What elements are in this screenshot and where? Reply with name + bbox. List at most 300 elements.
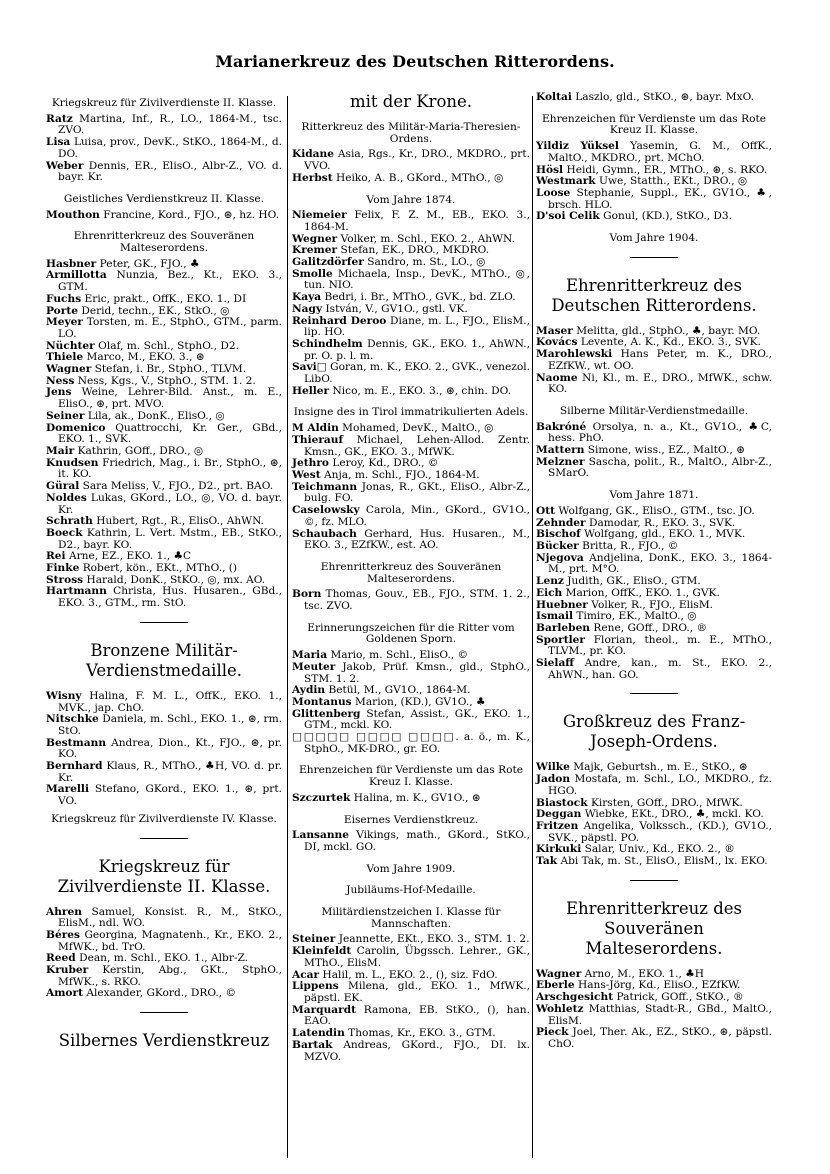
entry-name: Kremer bbox=[292, 244, 338, 257]
subsection-heading: Ehrenzeichen für Verdienste um das Rote Kreuz I. Klasse. bbox=[299, 764, 523, 789]
register-entry bbox=[46, 907, 282, 930]
entry-details: Luisa, prov., DevK., StKO., 1864-M., d. DO. bbox=[58, 136, 282, 160]
entry-details: Hans-Jörg, Kd., ElisO., EZfKW. bbox=[577, 979, 741, 992]
register-entry bbox=[292, 435, 530, 458]
subsection-heading: Erinnerungszeichen für die Ritter vom Goldenen Sporn. bbox=[307, 621, 515, 646]
entry-details: Hubert, Rgt., R., ElisO., AhWN. bbox=[96, 515, 265, 528]
entry-details: Halina, m. K., GV1O., ⊛ bbox=[353, 791, 481, 804]
entry-details: Marion, (KD.), GV1O., ♣ bbox=[355, 695, 486, 708]
subsection-heading: Eisernes Verdienstkreuz. bbox=[343, 813, 479, 826]
register-entry bbox=[46, 161, 282, 184]
entry-name: Kirkuki bbox=[536, 843, 582, 856]
entry-details: Wiebke, EKt., DRO., ♣, mckl. KO. bbox=[584, 808, 764, 821]
entry-name: Naome bbox=[536, 371, 578, 384]
entry-name: Tak bbox=[536, 855, 558, 868]
entry-details: Michael, Lehen-Allod. Zentr. Kmsn., GK., EKO. 3., MfWK. bbox=[304, 433, 530, 458]
register-entry bbox=[536, 553, 772, 576]
entry-name: □□□□□ □□□□ □□□□. bbox=[292, 731, 459, 744]
entry-details: Simone, wiss., EZ., MaltO., ⊛ bbox=[587, 444, 745, 457]
entry-name: Melzner bbox=[536, 455, 585, 468]
entry-name: Maria bbox=[292, 649, 328, 662]
entry-details: Carola, Min., GKord., GV1O., ©, fz. MLO. bbox=[304, 504, 530, 528]
subsection-heading: Silberne Militär-Verdienstmedaille. bbox=[559, 404, 749, 417]
entry-details: Daniela, m. Schl., EKO. 1., ⊛, rm. StO. bbox=[58, 713, 282, 737]
entry-details: Wolfgang, gld., EKO. 1., MVK. bbox=[584, 528, 746, 541]
entry-name: Kidane bbox=[292, 148, 334, 161]
entry-name: Pieck bbox=[536, 1026, 569, 1039]
entry-name: Porte bbox=[46, 304, 78, 317]
entry-details: Quattrocchi, Kr. Ger., GBd., EKO. 1., SVK. bbox=[58, 421, 283, 446]
register-entry bbox=[46, 965, 282, 988]
entry-details: Judith, GK., ElisO., GTM. bbox=[567, 575, 701, 588]
entry-details: Dean, m. Schl., EKO. 1., Albr-Z. bbox=[79, 952, 249, 965]
entry-details: Orsolya, n. a., Kt., GV1O., ♣C, hess. PhO. bbox=[548, 420, 772, 445]
register-entry bbox=[292, 662, 530, 685]
entry-details: Heidi, Gymn., ER., MThO., ⊛, s. RKO. bbox=[566, 163, 768, 176]
entry-name: Ahren bbox=[46, 905, 82, 918]
entry-details: Marion, OffK., EKO. 1., GVK. bbox=[565, 586, 720, 599]
entry-details: Yasemin, G. M., OffK., MaltO., MKDRO., prt. MChO. bbox=[548, 140, 772, 164]
entry-details: Milena, gld., EKO. 1., MfWK., päpstl. EK. bbox=[304, 980, 530, 1004]
subsection-heading: Militärdienstzeichen I. Klasse für Mannschaften. bbox=[321, 906, 501, 930]
entry-name: Noldes bbox=[46, 491, 87, 504]
entry-details: Jonas, R., GKt., ElisO., Albr-Z., bulg. FO. bbox=[304, 480, 530, 505]
entry-details: Nico, m. E., EKO. 3., ⊛, chin. DO. bbox=[332, 384, 512, 397]
register-entry bbox=[292, 316, 530, 339]
register-entry bbox=[536, 92, 772, 104]
entry-name: Wagner bbox=[536, 967, 582, 980]
entry-name: Szczurtek bbox=[292, 791, 351, 804]
entry-details: Jakob, Prüf. Kmsn., gld., StphO., STM. 1. 2. bbox=[304, 660, 530, 685]
entry-details: Michaela, Insp., DevK., MThO., ◎, tun. NIO. bbox=[304, 267, 531, 292]
entry-name: Maser bbox=[536, 324, 573, 337]
entry-details: Asia, Rgs., Kr., DRO., MKDRO., prt. VVO. bbox=[304, 148, 531, 173]
register-entry bbox=[292, 173, 530, 185]
entry-name: Seiner bbox=[46, 409, 85, 422]
entry-details: Francine, Kord., FJO., ⊛, hz. HO. bbox=[103, 208, 280, 221]
entry-details: Laszlo, gld., StKO., ⊛, bayr. MxO. bbox=[575, 91, 755, 103]
entry-details: Melitta, gld., StphO., ♣, bayr. MO. bbox=[576, 324, 761, 337]
register-entry bbox=[46, 387, 282, 410]
register-entry bbox=[536, 457, 772, 480]
entry-name: Westmark bbox=[536, 175, 596, 188]
register-entry bbox=[292, 793, 530, 805]
register-entry bbox=[536, 188, 772, 211]
entry-details: Gerhard, Hus. Husaren., M., EKO. 3., EZfKW., est. AO. bbox=[304, 527, 531, 552]
entry-details: Mostafa, m. Schl., LO., MKDRO., fz. HGO. bbox=[548, 773, 772, 797]
register-entry bbox=[292, 732, 530, 755]
entry-name: M Aldin bbox=[292, 422, 339, 435]
entry-details: Andreas, GKord., FJO., DI. lx. MZVO. bbox=[304, 1038, 530, 1063]
entry-name: Eberle bbox=[536, 979, 575, 992]
entry-details: Andjelina, DonK., EKO. 3., 1864-M., prt. M°O. bbox=[548, 551, 772, 576]
entry-details: Lila, ak., DonK., ElisO., ◎ bbox=[87, 409, 225, 422]
entry-details: Dennis, ER., ElisO., Albr-Z., VO. d. bayr. Kr. bbox=[58, 159, 282, 184]
entry-name: Sielaff bbox=[536, 657, 574, 670]
entry-name: Ott bbox=[536, 504, 556, 517]
entry-details: Diane, m. L., FJO., ElisM., lip. HO. bbox=[304, 314, 531, 339]
entry-details: István, V., GV1O., gstl. VK. bbox=[325, 302, 468, 315]
entry-details: Hans Peter, m. K., DRO., EZfKW., wt. OO. bbox=[548, 348, 772, 372]
entry-details: Matthias, Stadt-R., GBd., MaltO., ElisM. bbox=[548, 1002, 772, 1027]
entry-details: Stefano, GKord., EKO. 1., ⊛, prt. VO. bbox=[58, 783, 282, 808]
entry-details: Arne, EZ., EKO. 1., ♣C bbox=[68, 550, 192, 563]
entry-details: Uwe, Statth., EKt., DRO., ◎ bbox=[599, 175, 748, 188]
entry-details: Betül, M., GV1O., 1864-M. bbox=[328, 684, 471, 697]
entry-details: Arno, M., EKO. 1., ♣H bbox=[584, 967, 704, 980]
entry-name: Lippens bbox=[292, 980, 339, 993]
column-divider bbox=[532, 96, 533, 1158]
entry-name: Schaubach bbox=[292, 527, 357, 540]
section-separator bbox=[140, 622, 188, 623]
subsection-heading: Ehrenritterkreuz des Souveränen Malteserordens. bbox=[73, 230, 255, 255]
entry-details: Marco, M., EKO. 3., ⊛ bbox=[86, 351, 205, 364]
section-separator bbox=[140, 838, 188, 839]
entry-name: Hösl bbox=[536, 163, 564, 176]
entry-details: Damodar, R., EKO. 3., SVK. bbox=[588, 516, 736, 529]
entry-details: Ness, Kgs., V., StphO., STM. 1. 2. bbox=[77, 374, 256, 387]
subsection-heading: Ritterkreuz des Militär-Maria-Theresien-Ordens. bbox=[301, 121, 521, 145]
entry-name: Reinhard Deroo bbox=[292, 314, 387, 327]
entry-name: Boeck bbox=[46, 526, 83, 539]
entry-name: Wagner bbox=[46, 363, 92, 376]
register-entry bbox=[292, 210, 530, 233]
register-entry bbox=[536, 422, 772, 445]
subsection-heading: Kriegskreuz für Zivilverdienste IV. Klasse. bbox=[51, 812, 277, 825]
register-entry bbox=[46, 761, 282, 784]
register-entry bbox=[536, 774, 772, 797]
register-entry bbox=[46, 210, 282, 222]
subsection-heading: Vom Jahre 1909. bbox=[366, 862, 456, 875]
entry-details: Carolin, Übgssch. Lehrer., GK., MThO., ElisM. bbox=[304, 945, 530, 969]
entry-details: Stephanie, Suppl., EK., GV1O., ♣, brsch. HLO. bbox=[548, 186, 773, 211]
entry-details: Kathrin, L. Vert. Mstm., EB., StKO., D2., bayr. KO. bbox=[58, 526, 282, 551]
entry-details: Bedri, i. Br., MThO., GVK., bd. ZLO. bbox=[324, 291, 516, 304]
entry-details: Volker, m. Schl., EKO. 2., AhWN. bbox=[340, 232, 515, 245]
section-title: Silbernes Verdienstkreuz bbox=[58, 1031, 270, 1051]
entry-name: Wilke bbox=[536, 761, 570, 774]
entry-name: Domenico bbox=[46, 421, 106, 434]
entry-name: Fuchs bbox=[46, 292, 82, 305]
entry-name: Jens bbox=[46, 386, 72, 399]
entry-name: Nüchter bbox=[46, 339, 95, 352]
entry-name: Armillotta bbox=[46, 269, 107, 282]
subsection-heading: Vom Jahre 1874. bbox=[366, 193, 456, 206]
register-entry bbox=[292, 482, 530, 505]
register-entry bbox=[292, 830, 530, 853]
register-entry bbox=[46, 458, 282, 481]
entry-details: Leroy, Kd., DRO., © bbox=[332, 457, 439, 470]
entry-details: Heiko, A. B., GKord., MThO., ◎ bbox=[335, 171, 504, 184]
register-entry bbox=[536, 856, 772, 868]
entry-details: Ni, Kl., m. E., DRO., MfWK., schw. KO. bbox=[548, 371, 773, 396]
register-entry bbox=[46, 988, 282, 1000]
entry-details: Sascha, polit., R., MaltO., Albr-Z., SMarO. bbox=[548, 455, 772, 480]
entry-details: Thomas, Kr., EKO. 3., GTM. bbox=[348, 1027, 496, 1040]
entry-name: Niemeier bbox=[292, 209, 347, 222]
entry-name: Galitzdörfer bbox=[292, 256, 364, 269]
entry-details: Andre, kan., m. St., EKO. 2., AhWN., han. GO. bbox=[548, 657, 772, 681]
entry-name: Nagy bbox=[292, 302, 323, 315]
entry-name: Marohlewski bbox=[536, 348, 613, 361]
entry-details: Florian, theol., m. E., MThO., TLVM., pr. KO. bbox=[548, 633, 773, 658]
register-entry bbox=[46, 423, 282, 446]
entry-details: Ramona, EB. StKO., (), han. EAO. bbox=[304, 1003, 530, 1028]
entry-details: Britta, R., FJO., © bbox=[582, 539, 679, 552]
entry-name: Kleinfeldt bbox=[292, 945, 352, 958]
entry-name: Mattern bbox=[536, 444, 585, 457]
entry-name: Mair bbox=[46, 444, 75, 457]
subsection-heading: Ehrenzeichen für Verdienste um das Rote Kreuz II. Klasse. bbox=[542, 112, 766, 137]
register-entry bbox=[536, 1004, 772, 1027]
column-right bbox=[536, 92, 772, 1051]
entry-details: Weine, Lehrer-Bild. Anst., m. E., ElisO., ⊛, prt. MVO. bbox=[58, 386, 282, 411]
entry-details: Anja, m. Schl., FJO., 1864-M. bbox=[324, 468, 480, 481]
entry-details: Felix, F. Z. M., EB., EKO. 3., 1864-M. bbox=[304, 209, 531, 233]
entry-details: Stefan, i. Br., StphO., TLVM. bbox=[94, 363, 247, 376]
entry-details: Kathrin, GOff., DRO., ◎ bbox=[77, 444, 204, 457]
entry-details: Rene, GOff., DRO., ® bbox=[593, 621, 708, 634]
entry-name: Loose bbox=[536, 186, 571, 199]
entry-details: Levente, A. K., Kd., EKO. 3., SVK. bbox=[580, 336, 761, 349]
entry-details: Gonul, (KD.), StKO., D3. bbox=[603, 210, 733, 223]
register-entry bbox=[46, 714, 282, 737]
entry-name: Montanus bbox=[292, 695, 352, 708]
entry-name: Sportler bbox=[536, 633, 585, 646]
entry-name: Kruber bbox=[46, 964, 89, 977]
entry-details: Nunzia, Bez., Kt., EKO. 3., GTM. bbox=[58, 269, 282, 294]
entry-details: Majk, Geburtsh., m. E., StKO., ⊛ bbox=[573, 761, 748, 774]
entry-name: Lisa bbox=[46, 136, 71, 149]
register-entry bbox=[292, 1040, 530, 1063]
entry-name: Wisny bbox=[46, 689, 82, 702]
entry-name: Wohletz bbox=[536, 1002, 584, 1015]
entry-details: Alexander, GKord., DRO., © bbox=[86, 987, 237, 1000]
register-entry bbox=[46, 930, 282, 953]
subsection-heading: Vom Jahre 1904. bbox=[609, 232, 699, 245]
entry-details: Harald, DonK., StKO., ◎, mx. AO. bbox=[86, 573, 266, 586]
register-entry bbox=[292, 709, 530, 732]
entry-name: Finke bbox=[46, 562, 80, 575]
register-entry bbox=[536, 658, 772, 681]
register-entry bbox=[292, 981, 530, 1004]
entry-details: a. ö., m. K., StphO., MK-DRO., gr. EO. bbox=[304, 731, 530, 755]
register-entry bbox=[536, 141, 772, 164]
entry-name: Hasbner bbox=[46, 257, 97, 270]
register-entry bbox=[292, 339, 530, 362]
register-entry bbox=[536, 373, 772, 396]
register-entry bbox=[292, 589, 530, 612]
entry-name: Bestmann bbox=[46, 736, 107, 749]
entry-name: Thierauf bbox=[292, 433, 344, 446]
entry-name: Kaya bbox=[292, 291, 322, 304]
register-entry bbox=[292, 946, 530, 969]
section-separator bbox=[630, 693, 678, 694]
entry-name: Béres bbox=[46, 928, 80, 941]
entry-details: Christa, Hus. Husaren., GBd., EKO. 3., GTM., rm. StO. bbox=[58, 585, 282, 610]
entry-name: Schindhelm bbox=[292, 337, 363, 350]
register-entry bbox=[292, 386, 530, 398]
entry-details: Kerstin, Abg., GKt., StphO., MfWK., s. RKO. bbox=[58, 964, 282, 988]
column-left bbox=[46, 92, 282, 1061]
entry-details: Derid, techn., EK., StkO., ◎ bbox=[81, 304, 230, 317]
entry-name: Bücker bbox=[536, 539, 579, 552]
entry-name: Savi□ bbox=[292, 361, 327, 374]
entry-name: Ismail bbox=[536, 610, 574, 623]
entry-name: Latendin bbox=[292, 1027, 345, 1040]
entry-details: Robert, kön., EKt., MThO., () bbox=[82, 562, 238, 575]
entry-name: Thiele bbox=[46, 351, 84, 364]
entry-name: Stross bbox=[46, 573, 84, 586]
entry-details: Samuel, Konsist. R., M., StKO., ElisM., ndl. WO. bbox=[58, 905, 282, 930]
entry-name: Huebner bbox=[536, 598, 588, 611]
entry-name: Deggan bbox=[536, 808, 582, 821]
entry-details: Goran, m. K., EKO. 2., GVK., venezol. LibO. bbox=[304, 361, 530, 386]
entry-name: Smolle bbox=[292, 267, 333, 280]
column-divider bbox=[287, 96, 288, 1158]
entry-details: Lukas, GKord., LO., ◎, VO. d. bayr. Kr. bbox=[58, 491, 282, 516]
entry-name: Meuter bbox=[292, 660, 336, 673]
entry-name: Teichmann bbox=[292, 480, 358, 493]
entry-details: Angelika, Volkssch., (KD.), GV1O., SVK., päpstl. PO. bbox=[548, 819, 773, 844]
register-entry bbox=[292, 505, 530, 528]
entry-name: Rei bbox=[46, 550, 66, 563]
entry-name: Güral bbox=[46, 480, 80, 493]
entry-name: Acar bbox=[292, 968, 320, 981]
section-title: Ehrenritterkreuz des Souveränen Malteserordens. bbox=[565, 898, 743, 958]
section-separator bbox=[140, 1012, 188, 1013]
entry-name: Steiner bbox=[292, 933, 336, 946]
subsection-heading: Insigne des in Tirol immatrikulierten Adels. bbox=[293, 406, 529, 419]
section-title: Ehrenritterkreuz des Deutschen Ritterordens. bbox=[551, 275, 757, 315]
register-entry bbox=[292, 529, 530, 552]
entry-details: Mario, m. Schl., ElisO., © bbox=[330, 649, 469, 662]
section-title: Kriegskreuz für Zivilverdienste II. Klasse. bbox=[57, 856, 271, 896]
entry-details: Stefan, EK., DRO., MKDRO. bbox=[340, 244, 490, 257]
entry-details: Martina, Inf., R., LO., 1864-M., tsc. ZVO. bbox=[58, 112, 282, 137]
entry-name: Nitschke bbox=[46, 713, 99, 726]
entry-details: Andrea, Dion., Kt., FJO., ⊛, pr. KO. bbox=[58, 736, 282, 761]
entry-name: Lansanne bbox=[292, 829, 349, 842]
register-entry bbox=[536, 1027, 772, 1050]
entry-details: Volker, R., FJO., ElisM. bbox=[591, 598, 714, 611]
register-entry bbox=[46, 137, 282, 160]
entry-name: Kovács bbox=[536, 336, 578, 349]
entry-details: Klaus, R., MThO., ♣H, VO. d. pr. Kr. bbox=[58, 760, 282, 784]
entry-name: Hartmann bbox=[46, 585, 107, 598]
entry-details: Thomas, Gouv., EB., FJO., STM. 1. 2., tsc. ZVO. bbox=[304, 588, 530, 613]
entry-name: Bischof bbox=[536, 528, 581, 541]
register-entry bbox=[536, 635, 772, 658]
column-middle bbox=[292, 92, 530, 1063]
entry-details: Stefan, Assist., GK., EKO. 1., GTM., mckl. KO. bbox=[304, 707, 530, 732]
entry-name: Jadon bbox=[536, 773, 571, 786]
register-entry bbox=[292, 269, 530, 292]
entry-name: Aydin bbox=[292, 684, 326, 697]
entry-name: Amort bbox=[46, 987, 83, 1000]
entry-name: Bartak bbox=[292, 1038, 333, 1051]
entry-details: Joel, Ther. Ak., EZ., StKO., ⊛, päpstl. ChO. bbox=[548, 1026, 772, 1050]
entry-details: Timiro, EK., MaltO., ◎ bbox=[576, 610, 697, 623]
entry-name: Reed bbox=[46, 952, 76, 965]
page-title: Marianerkreuz des Deutschen Ritterordens. bbox=[215, 52, 615, 71]
register-entry bbox=[536, 211, 772, 223]
entry-name: Mouthon bbox=[46, 208, 100, 221]
entry-name: Biastock bbox=[536, 796, 588, 809]
entry-details: Georgina, Magnatenh., Kr., EKO. 2., MfWK., bd. TrO. bbox=[58, 928, 282, 953]
subsection-heading: Vom Jahre 1871. bbox=[609, 489, 699, 502]
entry-details: Patrick, GOff., StKO., ® bbox=[616, 991, 744, 1004]
entry-name: Ness bbox=[46, 374, 75, 387]
entry-name: Yildiz Yüksel bbox=[536, 140, 619, 153]
section-separator bbox=[630, 257, 678, 258]
register-entry bbox=[292, 149, 530, 172]
entry-details: Olaf, m. Schl., StphO., D2. bbox=[98, 339, 239, 352]
entry-name: Glittenberg bbox=[292, 707, 361, 720]
entry-name: Bernhard bbox=[46, 760, 103, 773]
entry-name: Born bbox=[292, 588, 322, 601]
entry-details: Abi Tak, m. St., ElisO., ElisM., lx. EKO. bbox=[560, 855, 768, 868]
entry-details: Halina, F. M. L., OffK., EKO. 1., MVK., jap. ChO. bbox=[58, 689, 282, 714]
entry-details: Torsten, m. E., StphO., GTM., parm. LO. bbox=[58, 316, 282, 340]
register-entry bbox=[46, 784, 282, 807]
subsection-heading: Ehrenritterkreuz des Souveränen Malteserordens. bbox=[320, 560, 502, 585]
entry-details: Peter, GK., FJO., ♣ bbox=[99, 257, 200, 270]
entry-name: Ratz bbox=[46, 112, 73, 125]
entry-details: Friedrich, Mag., i. Br., StphO., ⊛, it. KO. bbox=[58, 456, 282, 481]
entry-details: Sara Meliss, V., FJO., D2., prt. BAO. bbox=[82, 480, 274, 493]
register-entry bbox=[46, 738, 282, 761]
subsection-heading: Kriegskreuz für Zivilverdienste II. Klasse. bbox=[51, 97, 277, 109]
section-separator bbox=[630, 880, 678, 881]
entry-name: Zehnder bbox=[536, 516, 586, 529]
entry-name: Caselowsky bbox=[292, 504, 360, 517]
register-entry bbox=[46, 317, 282, 340]
entry-name: Jethro bbox=[292, 457, 329, 470]
entry-name: Fritzen bbox=[536, 819, 579, 832]
entry-details: Jeannette, EKt., EKO. 3., STM. 1. 2. bbox=[338, 933, 530, 946]
entry-details: Vikings, math., GKord., StKO., DI, mckl. GO. bbox=[304, 829, 531, 853]
entry-name: Knudsen bbox=[46, 456, 99, 469]
entry-name: Meyer bbox=[46, 316, 83, 329]
entry-name: Heller bbox=[292, 384, 330, 397]
entry-name: Eich bbox=[536, 586, 563, 599]
subsection-heading: Jubiläums-Hof-Medaille. bbox=[346, 884, 476, 897]
register-entry bbox=[46, 528, 282, 551]
register-entry bbox=[46, 493, 282, 516]
entry-name: Marelli bbox=[46, 783, 89, 796]
entry-name: West bbox=[292, 468, 321, 481]
entry-name: Barleben bbox=[536, 621, 591, 634]
register-entry bbox=[536, 821, 772, 844]
register-entry bbox=[46, 270, 282, 293]
section-title: mit der Krone. bbox=[349, 92, 473, 111]
entry-name: Arschgesicht bbox=[536, 991, 614, 1004]
entry-details: Wolfgang, GK., ElisO., GTM., tsc. JO. bbox=[558, 504, 755, 517]
entry-name: Schrath bbox=[46, 515, 93, 528]
entry-details: Dennis, GK., EKO. 1., AhWN., pr. O. p. l. m. bbox=[304, 337, 530, 362]
entry-name: Herbst bbox=[292, 171, 333, 184]
section-title: Großkreuz des Franz-Joseph-Ordens. bbox=[562, 712, 746, 752]
section-title: Bronzene Militär-Verdienstmedaille. bbox=[85, 640, 243, 680]
register-entry bbox=[292, 362, 530, 385]
register-entry bbox=[536, 349, 772, 372]
subsection-heading: Geistliches Verdienstkreuz II. Klasse. bbox=[63, 192, 265, 205]
entry-name: Marquardt bbox=[292, 1003, 357, 1016]
entry-name: Wegner bbox=[292, 232, 338, 245]
entry-name: D'soi Celik bbox=[536, 210, 600, 223]
entry-name: Lenz bbox=[536, 575, 564, 588]
